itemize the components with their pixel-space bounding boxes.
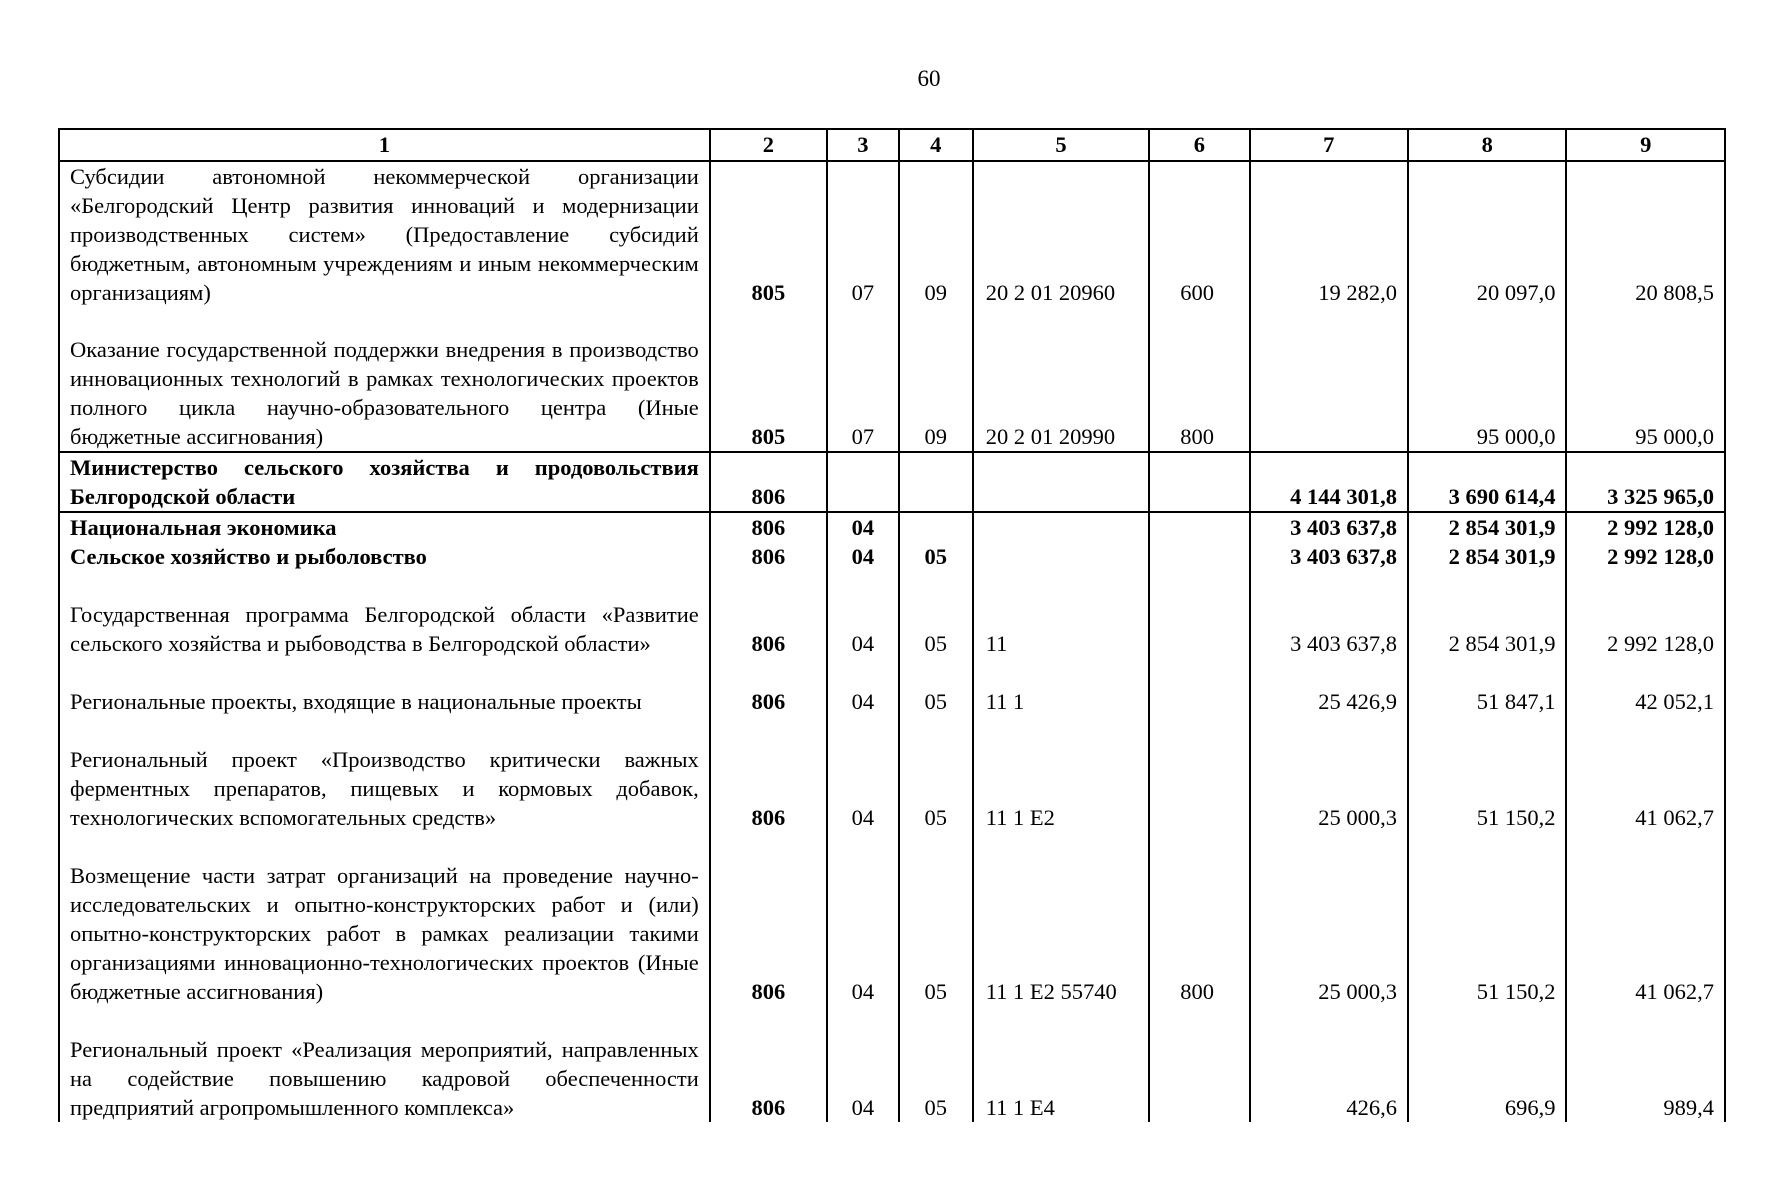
row-rz: 04	[827, 658, 899, 716]
row-pr: 09	[899, 161, 973, 307]
table-row	[59, 512, 1725, 542]
row-vr	[1149, 1006, 1249, 1122]
row-name: Национальная экономика	[59, 512, 710, 542]
row-grbs: 806	[710, 512, 827, 542]
row-year2: 2 854 301,9	[1408, 571, 1566, 658]
row-name: Региональные проекты, входящие в национальные проекты	[59, 658, 710, 716]
row-year3: 42 052,1	[1566, 658, 1725, 716]
row-year2: 51 150,2	[1408, 716, 1566, 832]
row-rz: 04	[827, 832, 899, 1006]
header-col-9: 9	[1566, 129, 1725, 161]
row-year1: 19 282,0	[1250, 161, 1408, 307]
header-col-2: 2	[710, 129, 827, 161]
row-vr	[1149, 658, 1249, 716]
row-grbs: 806	[710, 832, 827, 1006]
row-year1: 3 403 637,8	[1250, 512, 1408, 542]
row-year3: 20 808,5	[1566, 161, 1725, 307]
row-year1: 25 000,3	[1250, 832, 1408, 1006]
table-row	[59, 716, 1725, 832]
row-pr: 05	[899, 571, 973, 658]
row-vr: 800	[1149, 307, 1249, 452]
row-pr: 05	[899, 716, 973, 832]
row-pr: 05	[899, 832, 973, 1006]
row-rz: 04	[827, 1006, 899, 1122]
row-year1: 25 426,9	[1250, 658, 1408, 716]
row-rz: 04	[827, 716, 899, 832]
table-row	[59, 658, 1725, 716]
table-row	[59, 542, 1725, 571]
row-rz: 04	[827, 542, 899, 571]
row-year1: 3 403 637,8	[1250, 542, 1408, 571]
row-pr: 05	[899, 1006, 973, 1122]
row-year3: 989,4	[1566, 1006, 1725, 1122]
row-year3: 95 000,0	[1566, 307, 1725, 452]
row-csr: 20 2 01 20990	[973, 307, 1149, 452]
row-year2: 696,9	[1408, 1006, 1566, 1122]
row-year3: 2 992 128,0	[1566, 542, 1725, 571]
row-year3: 41 062,7	[1566, 832, 1725, 1006]
row-year1: 25 000,3	[1250, 716, 1408, 832]
header-col-8: 8	[1408, 129, 1566, 161]
row-grbs: 806	[710, 542, 827, 571]
row-year2: 95 000,0	[1408, 307, 1566, 452]
row-name: Возмещение части затрат организаций на проведение научно-исследовательских и опытно-конструкторских работ и (или) опытно-конструкторских работ в рамках реализации такими организациями инновационно-технологических проектов (Иные бюджетные ассигнования)	[59, 832, 710, 1006]
row-year3: 41 062,7	[1566, 716, 1725, 832]
budget-table	[58, 128, 1726, 1122]
row-pr	[899, 512, 973, 542]
row-year3: 3 325 965,0	[1566, 452, 1725, 512]
row-grbs: 806	[710, 571, 827, 658]
row-year2: 20 097,0	[1408, 161, 1566, 307]
row-year2: 51 847,1	[1408, 658, 1566, 716]
row-name: Министерство сельского хозяйства и продовольствия Белгородской области	[59, 452, 710, 512]
row-vr	[1149, 542, 1249, 571]
row-year1: 426,6	[1250, 1006, 1408, 1122]
row-rz: 07	[827, 161, 899, 307]
row-year2: 51 150,2	[1408, 832, 1566, 1006]
table-row	[59, 307, 1725, 452]
row-name: Государственная программа Белгородской области «Развитие сельского хозяйства и рыбоводства в Белгородской области»	[59, 571, 710, 658]
header-row	[59, 129, 1725, 161]
row-csr: 11 1	[973, 658, 1149, 716]
row-year2: 2 854 301,9	[1408, 512, 1566, 542]
row-csr	[973, 512, 1149, 542]
row-rz: 04	[827, 571, 899, 658]
header-col-1: 1	[59, 129, 710, 161]
row-csr: 11 1 E2 55740	[973, 832, 1149, 1006]
row-year3: 2 992 128,0	[1566, 571, 1725, 658]
row-vr	[1149, 716, 1249, 832]
row-name: Региональный проект «Реализация мероприятий, направленных на содействие повышению кадровой обеспеченности предприятий агропромышленного комплекса»	[59, 1006, 710, 1122]
row-rz: 04	[827, 512, 899, 542]
row-vr: 800	[1149, 832, 1249, 1006]
row-pr	[899, 452, 973, 512]
header-col-4: 4	[899, 129, 973, 161]
page-number: 60	[917, 66, 941, 91]
row-year1: 3 403 637,8	[1250, 571, 1408, 658]
row-vr: 600	[1149, 161, 1249, 307]
row-year2: 2 854 301,9	[1408, 542, 1566, 571]
row-pr: 05	[899, 658, 973, 716]
row-name: Субсидии автономной некоммерческой организации «Белгородский Центр развития инноваций и модернизации производственных систем» (Предоставление субсидий бюджетным, автономным учреждениям и иным некоммерческим организациям)	[59, 161, 710, 307]
table-row	[59, 161, 1725, 307]
table-row	[59, 832, 1725, 1006]
table-row	[59, 1006, 1725, 1122]
row-grbs: 806	[710, 452, 827, 512]
row-grbs: 806	[710, 1006, 827, 1122]
row-rz	[827, 452, 899, 512]
row-csr	[973, 542, 1149, 571]
header-col-3: 3	[827, 129, 899, 161]
row-vr	[1149, 512, 1249, 542]
row-vr	[1149, 571, 1249, 658]
row-year2: 3 690 614,4	[1408, 452, 1566, 512]
row-vr	[1149, 452, 1249, 512]
row-grbs: 806	[710, 658, 827, 716]
header-col-5: 5	[973, 129, 1149, 161]
row-year1: 4 144 301,8	[1250, 452, 1408, 512]
header-col-7: 7	[1250, 129, 1408, 161]
row-name: Сельское хозяйство и рыболовство	[59, 542, 710, 571]
row-csr: 20 2 01 20960	[973, 161, 1149, 307]
row-csr: 11 1 E2	[973, 716, 1149, 832]
row-pr: 09	[899, 307, 973, 452]
row-grbs: 805	[710, 161, 827, 307]
row-year3: 2 992 128,0	[1566, 512, 1725, 542]
header-col-6: 6	[1149, 129, 1249, 161]
row-pr: 05	[899, 542, 973, 571]
row-rz: 07	[827, 307, 899, 452]
row-grbs: 805	[710, 307, 827, 452]
row-name: Региональный проект «Производство критически важных ферментных препаратов, пищевых и кормовых добавок, технологических вспомогательных средств»	[59, 716, 710, 832]
row-csr	[973, 452, 1149, 512]
row-csr: 11 1 E4	[973, 1006, 1149, 1122]
row-name: Оказание государственной поддержки внедрения в производство инновационных технологий в рамках технологических проектов полного цикла научно-образовательного центра (Иные бюджетные ассигнования)	[59, 307, 710, 452]
table-row	[59, 571, 1725, 658]
table-row	[59, 452, 1725, 512]
row-grbs: 806	[710, 716, 827, 832]
row-csr: 11	[973, 571, 1149, 658]
row-year1	[1250, 307, 1408, 452]
